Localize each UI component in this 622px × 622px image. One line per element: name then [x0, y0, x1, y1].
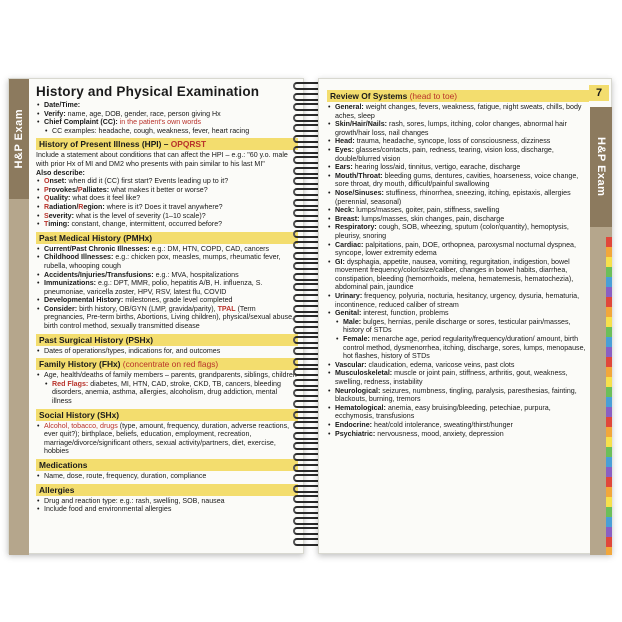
list-item: • Mouth/Throat: bleeding gums, dentures, cavities, hoarseness, voice change, sore throat, dry mouth, difficult/painful swallowing: [327, 172, 589, 189]
right-tab-label-box: [590, 107, 612, 227]
pmh-list: [36, 245, 298, 331]
list-item: • Consider: birth history, OB/GYN (LMP, gravida/parity), TPAL (Term pregnancies, Pre-term births, Abortions, Living children), physical/sexual abuse, birth control method, sexually transmitted disease: [36, 305, 298, 331]
section-heading-sh: Social History (SHx): [36, 409, 298, 421]
allergies-list: [36, 497, 298, 514]
list-item: • Neurological: seizures, numbness, tingling, paralysis, paresthesias, fainting, blackouts, burning, tremors: [327, 387, 589, 404]
list-item: • Timing: constant, change, intermittent, occurred before?: [36, 220, 298, 229]
left-tab-label: H&P Exam: [13, 109, 25, 169]
list-item: • Vascular: claudication, edema, varicose veins, past clots: [327, 361, 589, 370]
sh-list: [36, 422, 298, 456]
list-item: • Skin/Hair/Nails: rash, sores, lumps, itching, color changes, abnormal hair growth/hair loss, nail changes: [327, 120, 589, 137]
right-page: [318, 78, 612, 554]
section-heading-hpi: History of Present Illness (HPI) – OPQRST: [36, 138, 298, 150]
left-tab-label-box: [9, 79, 29, 199]
section-heading-medications: Medications: [36, 459, 298, 471]
fh-list: [36, 371, 298, 405]
list-item: • Alcohol, tobacco, drugs (type, amount, frequency, duration, adverse reactions, ever quit?); birthplace, beliefs, education, employment, recreation, marriage/divorce/significant others, sexual activity/partners, diet, exercise, hobbies: [36, 422, 298, 456]
page-number: 7: [589, 85, 609, 101]
list-item: • Developmental History: milestones, grade level completed: [36, 296, 298, 305]
right-index-tab[interactable]: [590, 107, 612, 555]
list-item: • Radiation/Region: where is it? Does it travel anywhere?: [36, 203, 298, 212]
section-heading-fh: Family History (FHx) (concentrate on red flags): [36, 358, 298, 370]
list-item: • Quality: what does it feel like?: [36, 194, 298, 203]
section-heading-pmh: Past Medical History (PMHx): [36, 232, 298, 244]
list-item: • Hematological: anemia, easy bruising/bleeding, petechiae, purpura, ecchymosis, transfusions: [327, 404, 589, 421]
list-item: • Nose/Sinuses: stuffiness, rhinorrhea, sneezing, itching, epistaxis, allergies (perennial, seasonal): [327, 189, 589, 206]
list-item: • Neck: lumps/masses, goiter, pain, stiffness, swelling: [327, 206, 589, 215]
list-item: • Accidents/Injuries/Transfusions: e.g.: MVA, hospitalizations: [36, 271, 298, 280]
color-index-strip: [606, 237, 612, 555]
list-item: • Female: menarche age, period regularity/frequency/duration/ amount, birth control method, dysmenorrhea, itching, discharge, sores, lumps, menopause, hot flashes, history of STDs: [327, 335, 589, 361]
list-item: • Age, health/deaths of family members – parents, grandparents, siblings, children: [36, 371, 298, 380]
list-item: • Onset: when did it (CC) first start? Events leading up to it?: [36, 177, 298, 186]
ros-list: [327, 103, 589, 438]
med-list: [36, 472, 298, 481]
list-item: • Breast: lumps/masses, skin changes, pain, discharge: [327, 215, 589, 224]
section-heading-allergies: Allergies: [36, 484, 298, 496]
list-item: • Musculoskeletal: muscle or joint pain, stiffness, arthritis, gout, weakness, swelling, redness, instability: [327, 369, 589, 386]
list-item: • Include food and environmental allergies: [36, 505, 298, 514]
list-item: • Cardiac: palpitations, pain, DOE, orthopnea, paroxysmal nocturnal dyspnea, syncope, lower extremity edema: [327, 241, 589, 258]
opqrst-list: [36, 177, 298, 229]
list-item: • Name, dose, route, frequency, duration, compliance: [36, 472, 298, 481]
list-item: • Severity: what is the level of severity (1–10 scale)?: [36, 212, 298, 221]
list-item: • Male: bulges, hernias, penile discharge or sores, testicular pain/masses, history of STDs: [327, 318, 589, 335]
list-item: • Endocrine: heat/cold intolerance, sweating/thirst/hunger: [327, 421, 589, 430]
left-page: [8, 78, 304, 554]
hpi-also: Also describe:: [36, 168, 85, 177]
intro-list: [36, 101, 298, 135]
list-item: • CC examples: headache, cough, weakness, fever, heart racing: [36, 127, 298, 136]
list-item: • Ears: hearing loss/aid, tinnitus, vertigo, earache, discharge: [327, 163, 589, 172]
list-item: • Red Flags: diabetes, MI, HTN, CAD, stroke, CKD, TB, cancers, bleeding disorders, anemia, asthma, allergies, alcoholism, drug addiction, mental illness: [36, 380, 298, 406]
right-tab-label: H&P Exam: [595, 137, 607, 197]
list-item: • Chief Complaint (CC): in the patient's own words: [36, 118, 298, 127]
list-item: • Urinary: frequency, polyuria, nocturia, hesitancy, urgency, dysuria, hematuria, incontinence, reduced caliber of stream: [327, 292, 589, 309]
list-item: • Immunizations: e.g.: DPT, MMR, polio, hepatitis A/B, H. influenza, S. pneumoniae, varicella zoster, HPV, RSV, latest flu, COVID: [36, 279, 298, 296]
list-item: • GI: dysphagia, appetite, nausea, vomiting, regurgitation, indigestion, bowel movement frequency/color/size/caliber, changes in bowel habits, diarrhea, constipation, bleeding (hemorrhoids, melena, hematemesis, hematochezia), abdominal pain, jaundice: [327, 258, 589, 292]
page-title: History and Physical Examination: [36, 84, 260, 99]
list-item: • Head: trauma, headache, syncope, loss of consciousness, dizziness: [327, 137, 589, 146]
list-item: • Drug and reaction type: e.g.: rash, swelling, SOB, nausea: [36, 497, 298, 506]
list-item: • Dates of operations/types, indications for, and outcomes: [36, 347, 298, 356]
list-item: • Provokes/Palliates: what makes it better or worse?: [36, 186, 298, 195]
section-heading-psh: Past Surgical History (PSHx): [36, 334, 298, 346]
list-item: • General: weight changes, fevers, weakness, fatigue, night sweats, chills, body aches, sleep: [327, 103, 589, 120]
list-item: • Genital: interest, function, problems: [327, 309, 589, 318]
list-item: • Current/Past Chronic Illnesses: e.g.: DM, HTN, COPD, CAD, cancers: [36, 245, 298, 254]
psh-list: [36, 347, 298, 356]
left-content: [36, 84, 298, 514]
right-content: [327, 87, 589, 438]
list-item: • Childhood Illnesses: e.g.: chicken pox, measles, mumps, rheumatic fever, rubella, whooping cough: [36, 253, 298, 270]
left-index-tab[interactable]: [9, 79, 29, 555]
list-item: • Respiratory: cough, SOB, wheezing, sputum (color/quantity), hemoptysis, pleurisy, snoring: [327, 223, 589, 240]
hpi-text: Include a statement about conditions that can affect the HPI – e.g.: "60 y.o. male with prior Hx of MI and DM2 who presents with pain similar to his last MI": [36, 151, 288, 168]
list-item: • Psychiatric: nervousness, mood, anxiety, depression: [327, 430, 589, 439]
list-item: • Eyes: glasses/contacts, pain, redness, tearing, vision loss, discharge, double/blurred vision: [327, 146, 589, 163]
list-item: • Date/Time:: [36, 101, 298, 110]
list-item: • Verify: name, age, DOB, gender, race, person giving Hx: [36, 110, 298, 119]
section-heading-ros: Review Of Systems (head to toe): [327, 90, 589, 102]
